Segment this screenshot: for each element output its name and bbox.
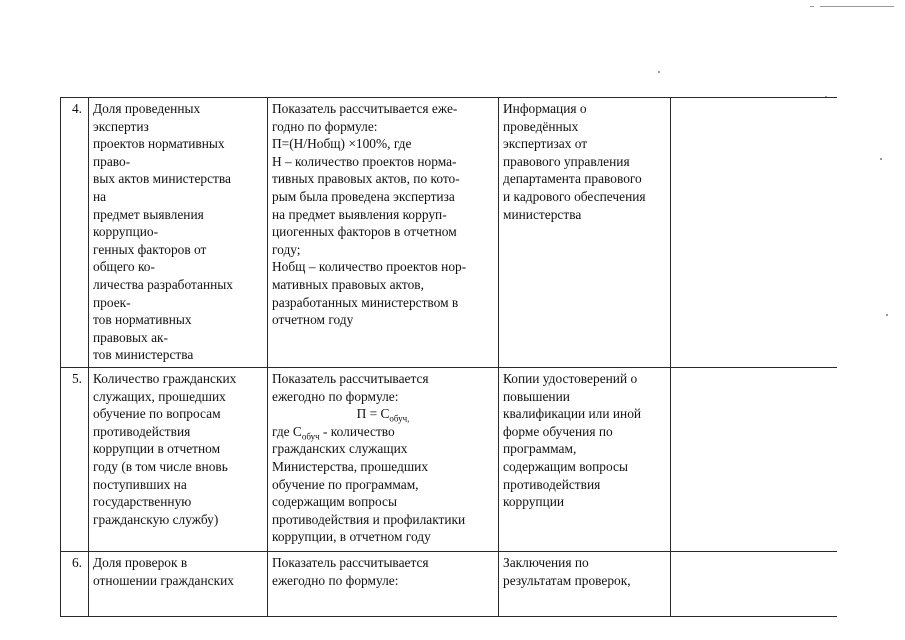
row-number: 6. [61, 552, 89, 617]
formula-lhs: П = С [356, 406, 390, 422]
indicator-name-cell: Доля проверок в отношении гражданских [89, 552, 268, 617]
row-number: 5. [61, 368, 89, 552]
table-row [61, 552, 838, 617]
formula [272, 405, 494, 423]
empty-cell [671, 552, 838, 617]
scan-artifact-dot [810, 6, 814, 7]
calculation-method-cell: Показатель рассчитывается ежегодно по формуле: [268, 552, 499, 617]
scan-artifact-dot [658, 71, 660, 73]
empty-cell [671, 368, 838, 552]
calculation-method-cell: Показатель рассчитывается еже- годно по формуле: П=(Н/Нобщ) ×100%, где Н – количество проектов норма- тивных правовых актов, по кото- рым была проведена экспертиза на предмет выявления корруп- циогенных факторов в отчетном году; Нобщ – количество проектов нор- мативных правовых актов, разработанных министерством в отчетном году [268, 98, 499, 368]
empty-cell [671, 98, 838, 368]
definition-subscript: обуч [301, 431, 320, 442]
row-number: 4. [61, 98, 89, 368]
definition-text: - количество гражданских служащих Министерства, прошедших обучение по программам, содержащим вопросы противодействия и профилактики коррупции, в отчетном году [272, 423, 466, 545]
data-source-cell: Информация о проведённых экспертизах от правового управления департамента правового и кадрового обеспечения министерства [499, 98, 671, 368]
indicator-name-cell: Доля проведенных экспертиз проектов нормативных право- вых актов министерства на предмет выявления коррупцио- генных факторов от общего ко- личества разработанных проек- тов нормативных правовых ак- тов министерства [89, 98, 268, 368]
data-source-cell: Копии удостоверений о повышении квалификации или иной форме обучения по программам, содержащим вопросы противодействия коррупции [499, 368, 671, 552]
indicator-name-cell: Количество гражданских служащих, прошедших обучение по вопросам противодействия коррупции в отчетном году (в том числе вновь поступивших на государственную гражданскую службу) [89, 368, 268, 552]
scan-artifact-line [820, 6, 894, 7]
indicators-table [60, 97, 837, 640]
formula-subscript: обуч, [389, 413, 410, 424]
definition-prefix: где С [272, 423, 302, 439]
scan-artifact-dot [886, 314, 888, 316]
data-source-cell: Заключения по результатам проверок, [499, 552, 671, 617]
table-row [61, 368, 838, 552]
method-intro: Показатель рассчитывается ежегодно по формуле: [272, 371, 429, 404]
scan-artifact-dot [880, 158, 882, 160]
calculation-method-cell [268, 368, 499, 552]
table-row [61, 98, 838, 368]
